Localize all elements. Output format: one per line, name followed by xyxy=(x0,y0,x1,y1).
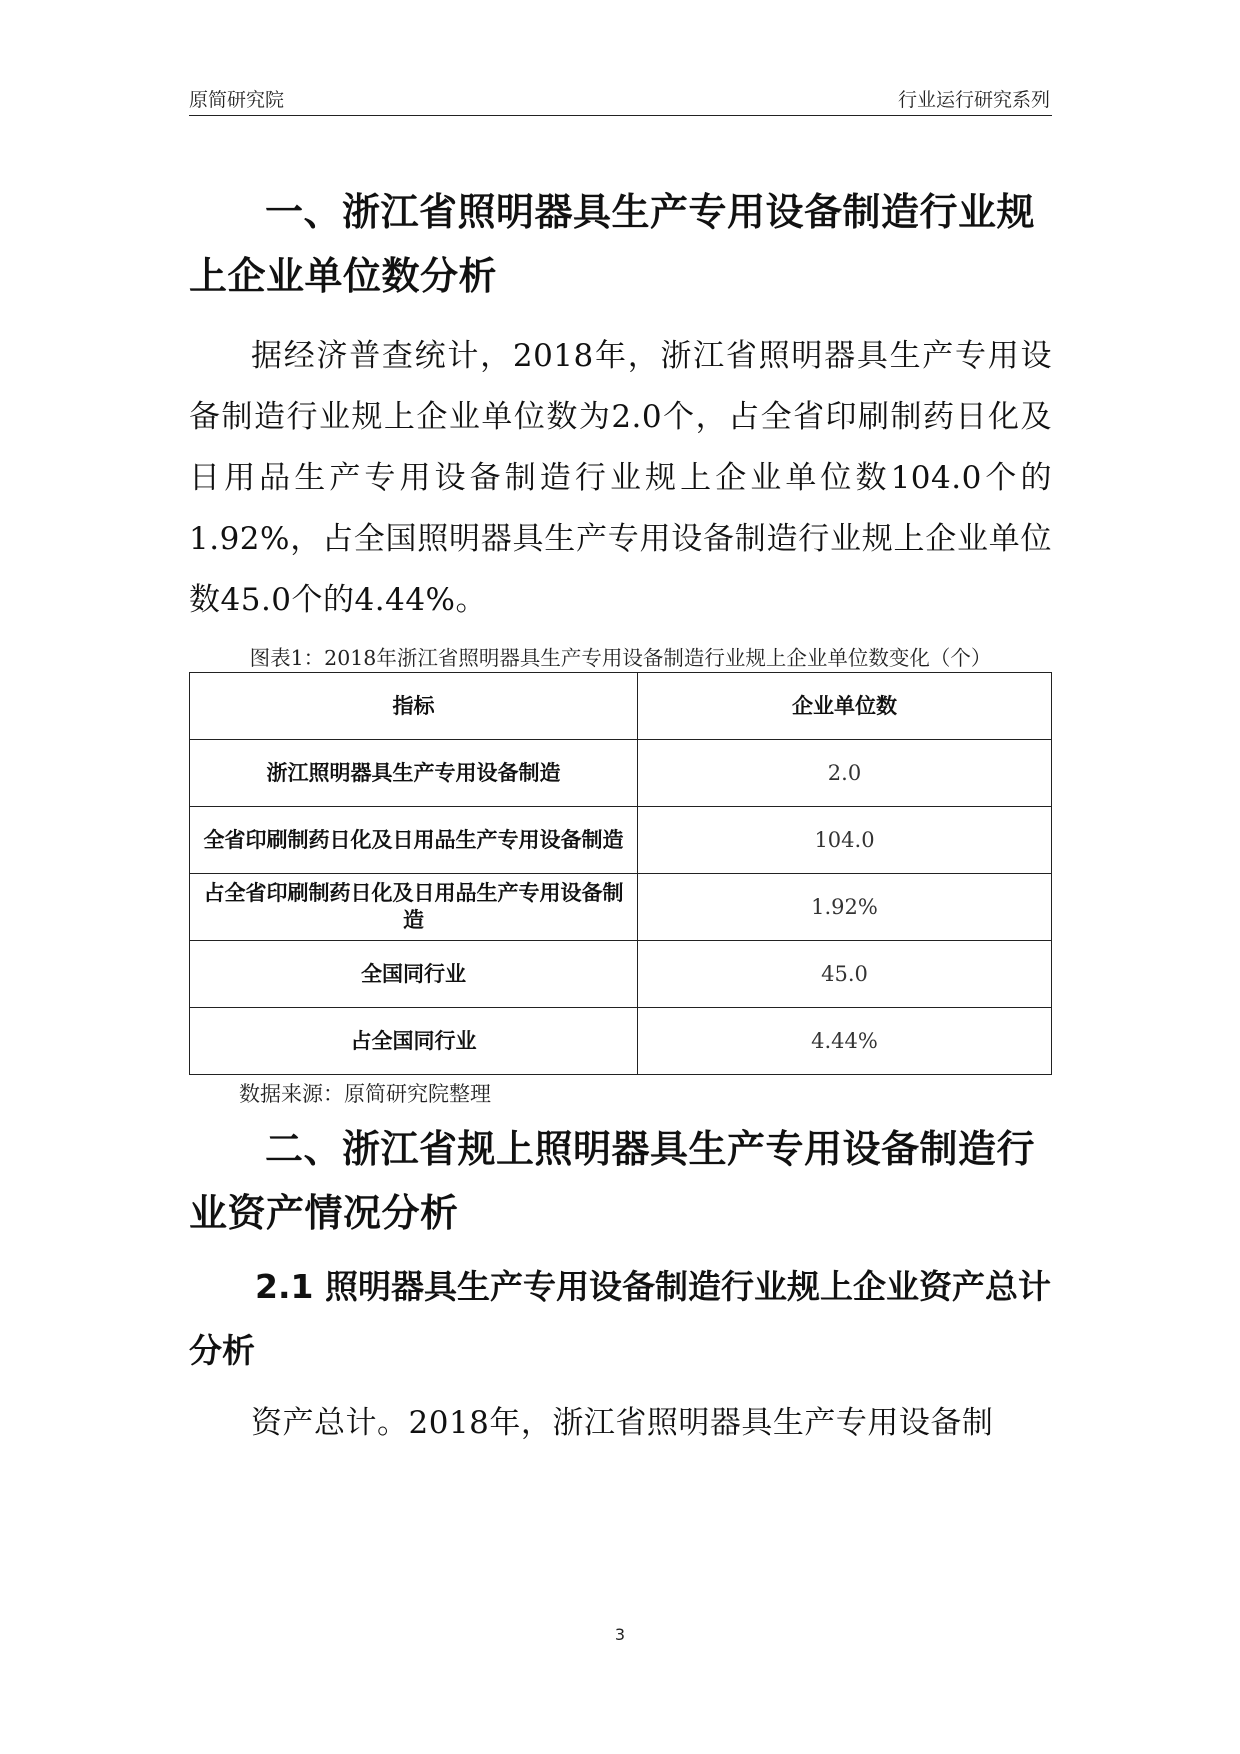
row-value: 104.0 xyxy=(638,807,1052,874)
row-value: 45.0 xyxy=(638,941,1052,1008)
table-row xyxy=(190,1008,1052,1075)
page-content xyxy=(189,180,1052,1454)
subsection-2-1-title: 2.1 照明器具生产专用设备制造行业规上企业资产总计分析 xyxy=(189,1267,1051,1370)
section1-title: 一、浙江省照明器具生产专用设备制造行业规上企业单位数分析 xyxy=(189,190,1036,298)
section1-paragraph: 据经济普查统计，2018年，浙江省照明器具生产专用设备制造行业规上企业单位数为2.0个，占全省印刷制药日化及日用品生产专用设备制造行业规上企业单位数104.0个的1.92%，占全国照明器具生产专用设备制造行业规上企业单位数45.0个的4.44%。 xyxy=(189,338,1052,618)
row-value: 4.44% xyxy=(638,1008,1052,1075)
row-label: 占全省印刷制药日化及日用品生产专用设备制造 xyxy=(190,874,638,941)
row-value: 1.92% xyxy=(638,874,1052,941)
row-label: 浙江照明器具生产专用设备制造 xyxy=(190,740,638,807)
table-row xyxy=(190,941,1052,1008)
table1-source: 数据来源：原简研究院整理 xyxy=(239,1082,491,1106)
header-right-series: 行业运行研究系列 xyxy=(897,89,1050,111)
table-header-count: 企业单位数 xyxy=(638,673,1052,740)
header-divider xyxy=(189,115,1052,116)
table-header-indicator: 指标 xyxy=(190,673,638,740)
page-number: 3 xyxy=(614,1625,626,1644)
table-row xyxy=(190,740,1052,807)
row-label: 占全国同行业 xyxy=(190,1008,638,1075)
section2-paragraph: 资产总计。2018年，浙江省照明器具生产专用设备制 xyxy=(251,1405,994,1441)
table1-caption: 图表1：2018年浙江省照明器具生产专用设备制造行业规上企业单位数变化（个） xyxy=(249,646,992,670)
section2-title: 二、浙江省规上照明器具生产专用设备制造行业资产情况分析 xyxy=(189,1127,1036,1235)
table-header-row xyxy=(190,673,1052,740)
table-row xyxy=(190,874,1052,941)
header-left-org: 原简研究院 xyxy=(189,89,285,111)
table1 xyxy=(189,672,1052,1075)
row-label: 全国同行业 xyxy=(190,941,638,1008)
row-value: 2.0 xyxy=(638,740,1052,807)
row-label: 全省印刷制药日化及日用品生产专用设备制造 xyxy=(190,807,638,874)
table-row xyxy=(190,807,1052,874)
